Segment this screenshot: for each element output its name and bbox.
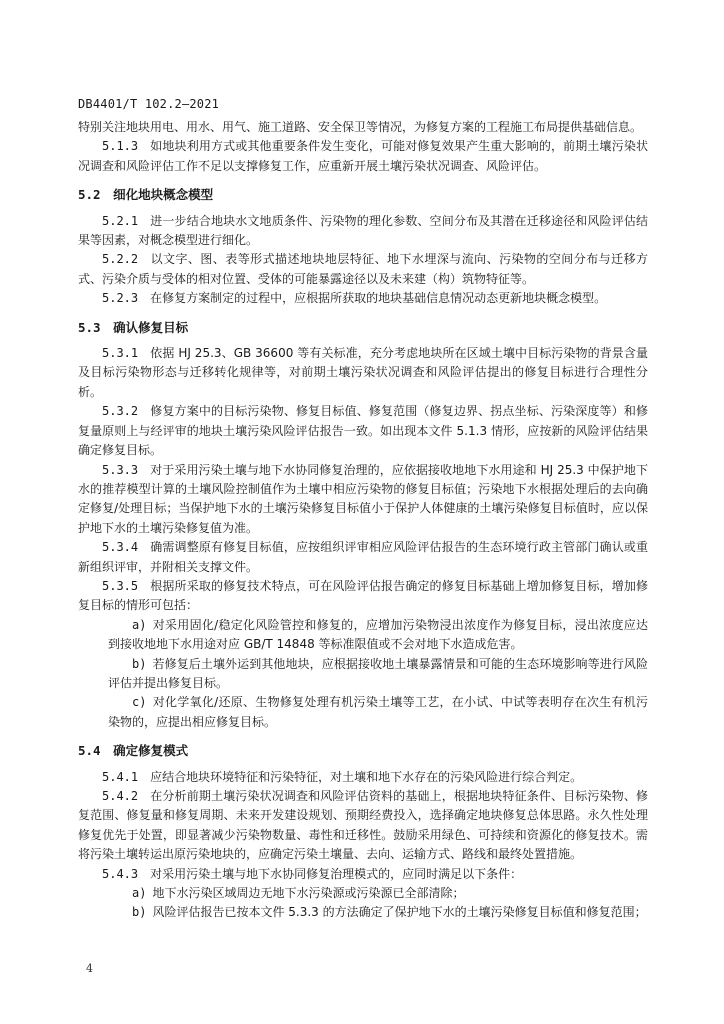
clause-text: 风险评估报告已按本文件 5.3.3 的方法确定了保护地下水的土壤污染修复目标值和修复范围； xyxy=(152,905,647,920)
clause-number: 5.2.1 xyxy=(102,213,139,228)
clause-number: 5.4.1 xyxy=(102,769,139,784)
clause-text: 以文字、图、表等形式描述地块地层特征、地下水埋深与流向、污染物的空间分布与迁移方式、污染介质与受体的相对位置、受体的可能暴露途径以及未来建（构）筑物特征等。 xyxy=(78,252,648,286)
section-number: 5.4 xyxy=(78,743,101,759)
clause-number: 5.3.1 xyxy=(102,346,139,361)
clause-number: 5.2.3 xyxy=(102,291,139,306)
clause-text: 进一步结合地块水文地质条件、污染物的理化参数、空间分布及其潜在迁移途径和风险评估结果等因素，对概念模型进行细化。 xyxy=(78,213,648,248)
clause-text: 在分析前期土壤污染状况调查和风险评估资料的基础上，根据地块特征条件、目标污染物、修复范围、修复量和修复周期、未来开发建设规划、预期经费投入，选择确定地块修复总体思路。永久性处理修复优先于处置，即显著减少污染物数量、毒性和迁移性。鼓励采用绿色、可持续和资源化的修复技术。需将污染土壤转运出原污染地块的，应确定污染土壤量、去向、运输方式、路线和最终处置措施。 xyxy=(78,789,648,862)
clause-text: 根据所采取的修复技术特点，可在风险评估报告确定的修复目标基础上增加修复目标，增加修复目标的情形可包括： xyxy=(78,578,648,613)
clause-paragraph xyxy=(78,768,648,787)
clause-paragraph xyxy=(78,289,648,308)
paragraph-continuation: 特别关注地块用电、用水、用气、施工道路、安全保卫等情况，为修复方案的工程施工布局提供基础信息。 xyxy=(78,120,643,134)
document-body xyxy=(78,118,648,923)
clause-text: 对采用污染土壤与地下水协同修复治理模式的，应同时满足以下条件： xyxy=(150,866,523,881)
standard-code-header: DB4401/T 102.2—2021 xyxy=(78,97,220,111)
clause-number: 5.4.3 xyxy=(102,866,139,881)
clause-number: 5.3.3 xyxy=(102,462,139,477)
section-heading xyxy=(78,741,648,760)
list-marker: a) xyxy=(132,617,147,632)
list-item xyxy=(108,903,648,922)
page-number: 4 xyxy=(86,962,93,975)
clause-paragraph xyxy=(78,787,648,865)
clause-text: 地下水污染区域周边无地下水污染源或污染源已全部清除； xyxy=(152,886,465,901)
clause-text: 确需调整原有修复目标值，应按组织评审相应风险评估报告的生态环境行政主管部门确认或重新组织评审，并附相关支撑文件。 xyxy=(78,540,648,574)
clause-text: 对采用固化/稳定化风险管控和修复的，应增加污染物浸出浓度作为修复目标，浸出浓度应达到接收地地下水用途对应 GB/T 14848 等标准限值或不会对地下水造成危害。 xyxy=(108,617,648,652)
clause-text: 依据 HJ 25.3、GB 36600 等有关标准，充分考虑地块所在区域土壤中目标污染物的背景含量及目标污染物形态与迁移转化规律等，对前期土壤污染状况调查和风险评估提出的修复目标进行合理性分析。 xyxy=(78,346,648,399)
section-number: 5.2 xyxy=(78,187,101,203)
clause-number: 5.3.4 xyxy=(102,540,139,555)
clause-paragraph xyxy=(78,577,648,616)
list-item xyxy=(108,693,648,732)
list-item xyxy=(108,884,648,903)
clause-text: 修复方案中的目标污染物、修复目标值、修复范围（修复边界、拐点坐标、污染深度等）和修复量原则上与经评审的地块土壤污染风险评估报告一致。如出现本文件 5.1.3 情形，应按新的风险评估结果确定修复目标。 xyxy=(78,404,648,458)
clause-paragraph xyxy=(78,865,648,884)
clause-paragraph xyxy=(78,402,648,460)
clause-number: 5.1.3 xyxy=(102,139,139,154)
clause-paragraph xyxy=(78,538,648,577)
clause-paragraph xyxy=(78,137,648,176)
list-marker: c) xyxy=(132,695,147,710)
section-heading xyxy=(78,185,648,204)
section-title: 细化地块概念模型 xyxy=(113,187,214,203)
clause-number: 5.3.2 xyxy=(102,404,139,419)
clause-paragraph xyxy=(78,250,648,289)
clause-number: 5.4.2 xyxy=(102,789,139,803)
list-marker: a) xyxy=(132,886,147,901)
section-heading xyxy=(78,318,648,337)
clause-text: 应结合地块环境特征和污染特征，对土壤和地下水存在的污染风险进行综合判定。 xyxy=(150,769,583,784)
section-title: 确定修复模式 xyxy=(113,743,189,759)
clause-text: 对于采用污染土壤与地下水协同修复治理的，应依据接收地地下水用途和 HJ 25.3 中保护地下水的推荐模型计算的土壤风险控制值作为土壤中相应污染物的修复目标值；污染地下水根据处理后的去向确定修复/处理目标；当保护地下水的土壤污染修复目标值小于保护人体健康的土壤污染修复目标值时，应以保护地下水的土壤污染修复值为准。 xyxy=(78,462,648,535)
list-item xyxy=(108,655,648,694)
clause-paragraph xyxy=(78,212,648,251)
clause-number: 5.3.5 xyxy=(102,578,139,593)
list-item xyxy=(108,616,648,655)
clause-paragraph xyxy=(78,344,648,402)
clause-text: 如地块利用方式或其他重要条件发生变化，可能对修复效果产生重大影响的，前期土壤污染状况调查和风险评估工作不足以支撑修复工作，应重新开展土壤污染状况调查、风险评估。 xyxy=(78,139,648,173)
section-title: 确认修复目标 xyxy=(113,319,189,335)
clause-text: 对化学氧化/还原、生物修复处理有机污染土壤等工艺，在小试、中试等表明存在次生有机污染物的，应提出相应修复目标。 xyxy=(108,695,648,729)
clause-text: 在修复方案制定的过程中，应根据所获取的地块基础信息情况动态更新地块概念模型。 xyxy=(150,291,607,306)
clause-paragraph xyxy=(78,461,648,539)
section-number: 5.3 xyxy=(78,319,101,335)
list-marker: b) xyxy=(132,656,147,671)
clause-text: 若修复后土壤外运到其他地块，应根据接收地土壤暴露情景和可能的生态环境影响等进行风险评估并提出修复目标。 xyxy=(108,656,648,690)
list-marker: b) xyxy=(132,905,147,920)
clause-number: 5.2.2 xyxy=(102,252,139,267)
